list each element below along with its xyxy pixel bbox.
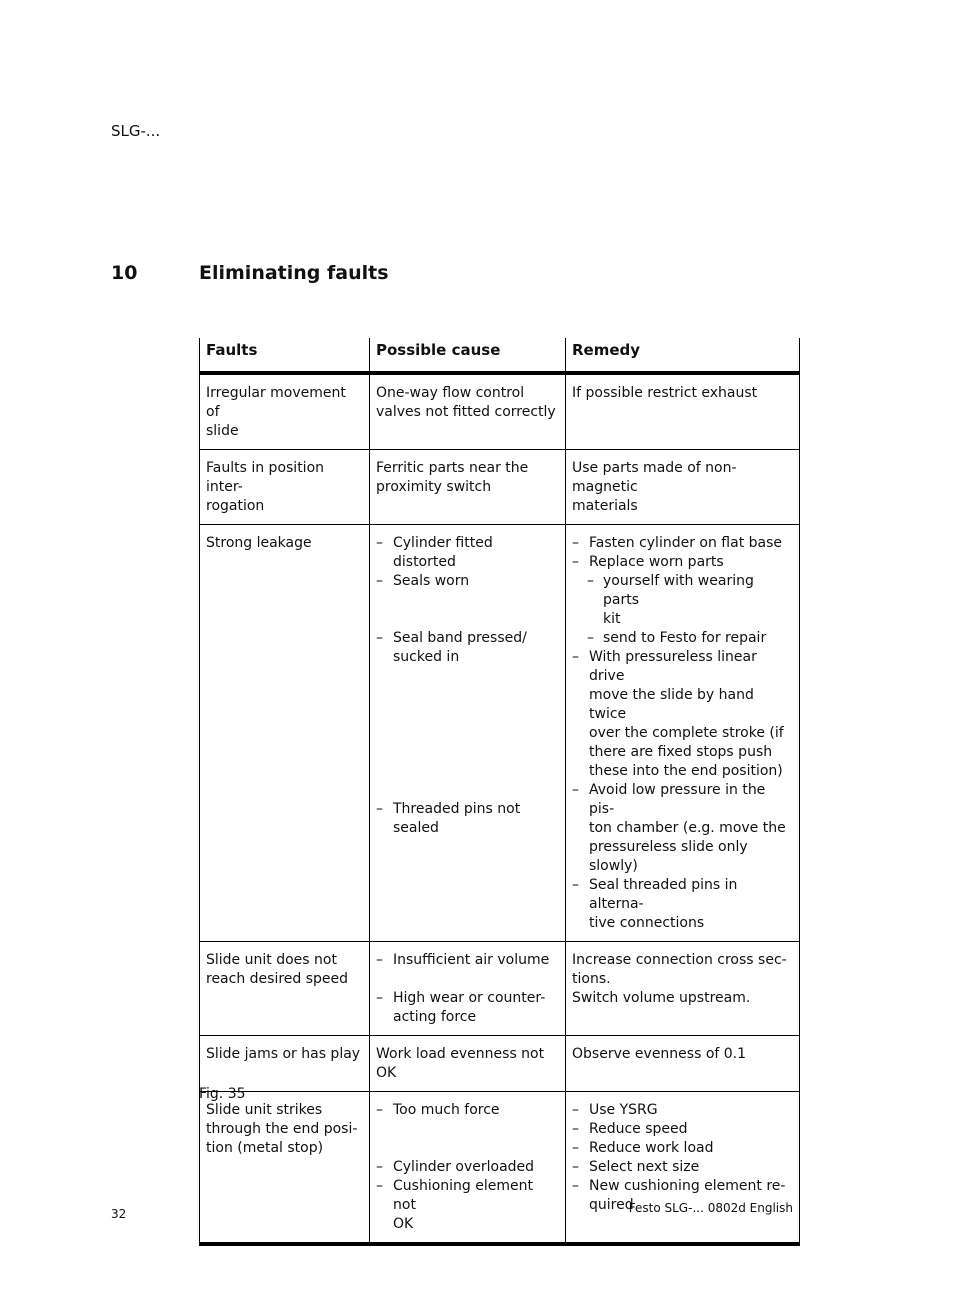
remedy-item: – Avoid low pressure in the pis- ton chamber (e.g. move the pressureless slide only slowly) <box>572 781 793 876</box>
remedy-text: tions. <box>572 971 611 987</box>
remedy-subitem: – yourself with wearing parts kit <box>572 572 793 629</box>
section-heading <box>111 262 389 284</box>
fault-text: Slide jams or has play <box>206 1046 361 1062</box>
table-header-row <box>200 338 800 373</box>
cause-item: – Seal band pressed/ sucked in <box>376 629 559 667</box>
cause-item: – High wear or counter- acting force <box>376 989 559 1027</box>
remedy-cell <box>566 942 800 1036</box>
cause-item: – Seals worn <box>376 572 559 591</box>
fault-text: Irregular movement of <box>206 385 346 420</box>
fault-cell <box>200 942 370 1036</box>
cause-cell <box>370 942 566 1036</box>
remedy-cell <box>566 1092 800 1245</box>
cause-cell <box>370 450 566 525</box>
cause-text: proximity switch <box>376 479 492 495</box>
table-row <box>200 1036 800 1092</box>
remedy-item: – New cushioning element re- quired <box>572 1177 793 1215</box>
remedy-item: – Use YSRG <box>572 1101 793 1120</box>
table-row <box>200 1092 800 1245</box>
cause-item: – Too much force <box>376 1101 559 1120</box>
remedy-cell <box>566 450 800 525</box>
remedy-cell <box>566 1036 800 1092</box>
cause-text: One-way flow control <box>376 385 525 401</box>
remedy-item: – Reduce work load <box>572 1139 793 1158</box>
remedy-text: materials <box>572 498 638 514</box>
remedy-text: If possible restrict exhaust <box>572 385 758 401</box>
faults-table <box>199 338 800 1246</box>
remedy-item: – Fasten cylinder on flat base <box>572 534 793 553</box>
remedy-item: – With pressureless linear drive move the slide by hand twice over the complete stroke (if there are fixed stops push these into the end position) <box>572 648 793 781</box>
remedy-item: – Seal threaded pins in alterna- tive connections <box>572 876 793 933</box>
table-row <box>200 942 800 1036</box>
fault-cell <box>200 373 370 450</box>
footer-document-id: Festo SLG-... 0802d English <box>628 1201 793 1215</box>
fault-text: tion (metal stop) <box>206 1140 324 1156</box>
remedy-text: Use parts made of non-magnetic <box>572 460 737 495</box>
running-header: SLG-... <box>111 122 161 140</box>
cause-text: Work load evenness not <box>376 1046 545 1062</box>
fault-text: Slide unit strikes <box>206 1102 323 1118</box>
cause-text: OK <box>376 1065 397 1081</box>
table-row <box>200 373 800 450</box>
remedy-text: Switch volume upstream. <box>572 990 751 1006</box>
remedy-text: Increase connection cross sec- <box>572 952 787 968</box>
remedy-item: – Replace worn parts <box>572 553 793 572</box>
cause-cell <box>370 373 566 450</box>
cause-cell <box>370 1036 566 1092</box>
cause-item: – Cylinder overloaded <box>376 1158 559 1177</box>
table-row <box>200 525 800 942</box>
column-header-faults: Faults <box>200 338 370 373</box>
cause-item: – Cylinder fitted distorted <box>376 534 559 572</box>
cause-item: – Cushioning element not OK <box>376 1177 559 1234</box>
cause-text: Ferritic parts near the <box>376 460 529 476</box>
fault-text: slide <box>206 423 239 439</box>
fault-cell <box>200 1092 370 1245</box>
figure-caption: Fig. 35 <box>199 1086 246 1102</box>
fault-text: Faults in position inter- <box>206 460 325 495</box>
fault-cell <box>200 450 370 525</box>
remedy-cell <box>566 525 800 942</box>
section-title: Eliminating faults <box>199 262 389 284</box>
column-header-remedy: Remedy <box>566 338 800 373</box>
fault-text: rogation <box>206 498 265 514</box>
column-header-possible-cause: Possible cause <box>370 338 566 373</box>
remedy-cell <box>566 373 800 450</box>
remedy-item: – Select next size <box>572 1158 793 1177</box>
remedy-text: Observe evenness of 0.1 <box>572 1046 747 1062</box>
fault-text: through the end posi- <box>206 1121 358 1137</box>
fault-cell <box>200 1036 370 1092</box>
section-number: 10 <box>111 262 138 284</box>
page-number: 32 <box>111 1207 127 1221</box>
remedy-subitem: – send to Festo for repair <box>572 629 793 648</box>
fault-text: Strong leakage <box>206 535 312 551</box>
fault-text: Slide unit does not <box>206 952 337 968</box>
table-row <box>200 450 800 525</box>
cause-item: – Threaded pins not sealed <box>376 800 559 838</box>
cause-item: – Insufficient air volume <box>376 951 559 970</box>
cause-cell <box>370 1092 566 1245</box>
cause-text: valves not fitted correctly <box>376 404 556 420</box>
remedy-item: – Reduce speed <box>572 1120 793 1139</box>
cause-cell <box>370 525 566 942</box>
fault-text: reach desired speed <box>206 971 349 987</box>
fault-cell <box>200 525 370 942</box>
